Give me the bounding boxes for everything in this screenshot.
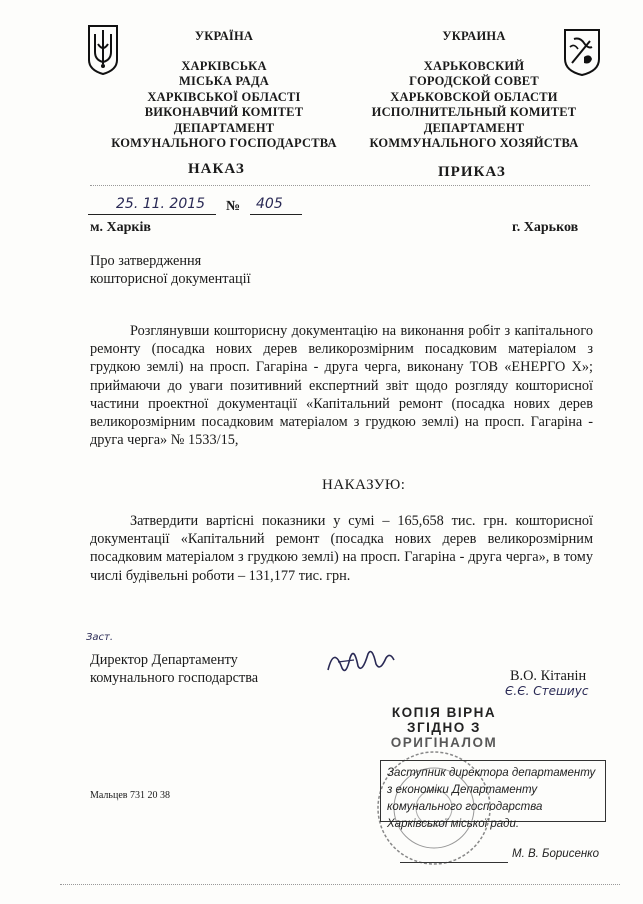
- header-left-country: УКРАЇНА: [194, 29, 254, 43]
- header-left-line: КОМУНАЛЬНОГО ГОСПОДАРСТВА: [111, 136, 337, 150]
- header-right-line: КОММУНАЛЬНОГО ХОЗЯЙСТВА: [369, 136, 579, 150]
- signature-name: В.О. Кітанін: [510, 668, 587, 684]
- signature-hand-name: Є.Є. Стешиус: [505, 684, 589, 698]
- doc-type-left: НАКАЗ: [188, 161, 245, 177]
- city-ua: м. Харків: [90, 220, 151, 235]
- preamble-paragraph: Розглянувши кошторисну документацію на виконання робіт з капітального ремонту (посадка нових дерев великорозмірним посадковим матеріалом з грудкою землі) на просп. Гагаріна - друга черга, виконану ТОВ «ЕНЕРГО Х»; приймаючи до уваги позитивний експертний звіт щодо розгляду кошторисної частини проектної документації «Капітальний ремонт (посадка нових дерев великорозмірним посадковим матеріалом з грудкою землі) на просп. Гагаріна - друга черга» № 1533/15,: [90, 323, 593, 449]
- copy-stamp-line: КОПІЯ ВІРНА: [391, 705, 497, 720]
- signature-note: Заст.: [86, 632, 114, 643]
- order-date: 25. 11. 2015: [116, 196, 206, 212]
- order-paragraph: Затвердити вартісні показники у сумі – 165,658 тис. грн. кошторисної документації «Капітальний ремонт (посадка нових дерев великорозмірним посадковим матеріалом з грудкою землі) на просп. Гагаріна - друга черга», в тому числі будівельні роботи – 131,177 тис. грн.: [90, 513, 593, 584]
- certification-name: М. В. Борисенко: [512, 848, 600, 860]
- signature-position-1: Директор Департаменту: [90, 652, 238, 668]
- header-right-country: УКРАИНА: [442, 29, 506, 43]
- header-right-line: ДЕПАРТАМЕНТ: [423, 120, 525, 135]
- certification-stamp-text: Заступник директора департаменту з економіки Департаменту комунального господарства Харківської міської ради.: [387, 767, 596, 830]
- subject: [90, 252, 251, 288]
- divider-dotted: [90, 185, 590, 186]
- signature-position-2: комунального господарства: [90, 670, 259, 686]
- doc-type-right: ПРИКАЗ: [438, 164, 506, 180]
- certification-sign-line: [400, 862, 508, 863]
- header-right-line: ГОРОДСКОЙ СОВЕТ: [409, 74, 539, 88]
- subject-line: кошторисної документації: [90, 271, 251, 287]
- page-bottom-edge: [60, 884, 620, 885]
- header-left-line: ХАРКІВСЬКОЇ ОБЛАСТІ: [147, 89, 301, 104]
- copy-stamp: [385, 705, 503, 750]
- city-ru: г. Харьков: [512, 220, 579, 235]
- header-right-line: ИСПОЛНИТЕЛЬНЫЙ КОМИТЕТ: [371, 105, 577, 119]
- header-right-line: ХАРЬКОВСКИЙ: [423, 58, 525, 73]
- header-left-line: МІСЬКА РАДА: [178, 74, 270, 88]
- handwritten-signature-icon: [324, 640, 396, 680]
- header-left-line: ХАРКІВСЬКА: [181, 58, 267, 73]
- copy-stamp-line: ОРИГІНАЛОМ: [390, 735, 498, 750]
- order-heading: НАКАЗУЮ:: [322, 477, 406, 493]
- subject-line: Про затвердження: [90, 253, 202, 269]
- header-right-line: ХАРЬКОВСКОЙ ОБЛАСТИ: [390, 89, 558, 104]
- order-number: 405: [256, 196, 283, 212]
- certification-stamp: [380, 760, 606, 830]
- header-left-line: ВИКОНАВЧИЙ КОМІТЕТ: [144, 105, 304, 119]
- header-right: [368, 29, 580, 152]
- number-sign: №: [226, 199, 241, 214]
- header-left-line: ДЕПАРТАМЕНТ: [173, 120, 275, 135]
- header-left: [95, 29, 353, 152]
- executor: Мальцев 731 20 38: [90, 790, 170, 801]
- copy-stamp-line: ЗГІДНО З: [407, 720, 481, 735]
